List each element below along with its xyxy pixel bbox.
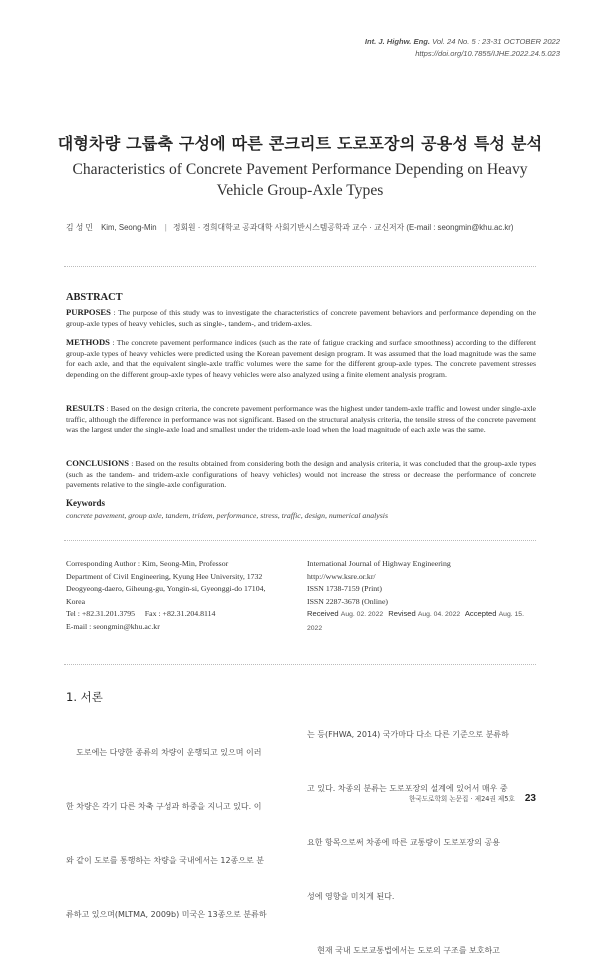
body-line: 도로에는 다양한 종류의 차량이 운행되고 있으며 이러	[66, 748, 262, 757]
section-heading: 1. 서론	[66, 690, 103, 704]
author-affiliation: 정회원 · 경희대학교 공과대학 사회기반시스템공학과 교수 · 교신저자 (E-mail : seongmin@khu.ac.kr)	[172, 223, 514, 232]
keywords-heading: Keywords	[66, 498, 105, 508]
revised-date: Aug. 04. 2022	[417, 611, 461, 619]
footer-journal: 한국도로학회 논문집 · 제24권 제5호	[409, 795, 515, 803]
results-text: : Based on the design criteria, the concrete pavement performance was the highest under tandem-axle traffic and lowest under single-axle traffic, although the difference in performance was not significant. Based on the structural analysis criteria, the tensile stress of the concrete pavement was the largest under the single-axle load and smallest under the tridem-axle load when the load magnitude of each axle was the same.	[66, 404, 536, 435]
journal-info-line: International Journal of Highway Engineering	[307, 559, 451, 568]
body-line: 현재 국내 도로교통법에서는 도로의 구조를 보호하고	[307, 946, 500, 955]
corresponding-line: Korea	[66, 596, 86, 606]
body-line: 성에 영향을 미치게 된다.	[307, 892, 395, 901]
doi-link[interactable]: https://doi.org/10.7855/IJHE.2022.24.5.023	[415, 49, 560, 58]
body-line: 한 차량은 각기 다른 차축 구성과 하중을 지니고 있다. 이	[66, 802, 262, 811]
abstract-heading: ABSTRACT	[66, 292, 123, 303]
accepted-label: Accepted	[464, 609, 497, 619]
conclusions-text: : Based on the results obtained from considering both the design and analysis criteria, it was concluded that the group-axle types (such as the tandem- and tridem-axle configurations of heavy vehicles) would not increase the stress or decrease the performance of concrete pavements relative to the single-axle configuration.	[66, 459, 536, 490]
author-name-korean: 김 성 민	[66, 223, 93, 232]
revised-label: Revised	[388, 609, 416, 619]
body-line: 고 있다. 차종의 분류는 도로포장의 설계에 있어서 매우 중	[307, 784, 508, 793]
received-label: Received	[307, 609, 339, 619]
journal-info-line: ISSN 1738-7159 (Print)	[307, 584, 382, 594]
journal-header	[365, 36, 560, 60]
corresponding-phone: Tel : +82.31.201.3795 Fax : +82.31.204.8114	[66, 609, 216, 619]
corresponding-line: Department of Civil Engineering, Kyung Hee University, 1732	[66, 571, 263, 581]
abstract-purposes	[66, 307, 536, 329]
results-label: RESULTS	[66, 403, 105, 413]
page-footer	[380, 788, 536, 806]
journal-info-line: ISSN 2287-3678 (Online)	[307, 596, 388, 606]
author-name-english: Kim, Seong-Min	[101, 223, 157, 232]
divider	[64, 664, 536, 665]
purposes-text: : The purpose of this study was to investigate the characteristics of concrete pavement behaviors and performance depending on the group-axle types of heavy vehicles, such as single-, tandem-, and tridem-axles.	[66, 308, 536, 328]
abstract-methods	[66, 337, 536, 380]
body-line: 요한 항목으로써 차종에 따른 교통량이 도로포장의 공용	[307, 838, 500, 847]
paper-title-english: Characteristics of Concrete Pavement Performance Depending on Heavy Vehicle Group-Axle Types	[72, 161, 528, 199]
corresponding-author-block	[66, 558, 296, 634]
methods-text: : The concrete pavement performance indices (such as the rate of fatigue cracking and surface smoothness) according to the different group-axle types of heavy vehicles were predicted using the Korean pavement design program. It was assumed that the load magnitude was the same for each axle, and that the equivalent single-axle traffic volumes were the same for the different group-axle types. The concrete pavement stresses depending on the different group-axle types of heavy vehicles were also analyzed using a finite element analysis program.	[66, 338, 536, 379]
body-line: 류하고 있으며(MLTMA, 2009b) 미국은 13종으로 분류하	[66, 910, 267, 919]
keywords-list: concrete pavement, group axle, tandem, tridem, performance, stress, traffic, design, numerical analysis	[66, 511, 388, 520]
corresponding-email[interactable]: E-mail : seongmin@khu.ac.kr	[66, 621, 160, 631]
dates-line	[307, 608, 537, 635]
corresponding-line: Deogyeong-daero, Giheung-gu, Yongin-si, Gyeonggi-do 17104,	[66, 584, 266, 594]
page-number: 23	[524, 793, 536, 804]
divider	[64, 266, 536, 267]
volume-issue: Vol. 24 No. 5 : 23-31 OCTOBER 2022	[432, 37, 560, 46]
divider	[64, 540, 536, 541]
abstract-conclusions	[66, 458, 536, 491]
body-line: 는 등(FHWA, 2014) 국가마다 다소 다른 기준으로 분류하	[307, 730, 509, 739]
body-left-column	[66, 708, 294, 942]
body-right-column	[307, 690, 535, 978]
corresponding-line: Corresponding Author : Kim, Seong-Min, Professor	[66, 559, 229, 568]
body-line: 와 같이 도로를 통행하는 차량을 국내에서는 12종으로 분	[66, 856, 264, 865]
journal-info-block	[307, 558, 537, 636]
abstract-results	[66, 403, 536, 436]
received-date: Aug. 02. 2022	[340, 611, 384, 619]
methods-label: METHODS	[66, 337, 110, 347]
journal-name: Int. J. Highw. Eng.	[364, 37, 430, 46]
author-line	[66, 222, 520, 233]
accepted-date: Aug. 15. 2022	[307, 611, 524, 632]
author-separator: |	[164, 223, 167, 232]
journal-url[interactable]: http://www.ksre.or.kr/	[307, 571, 376, 581]
conclusions-label: CONCLUSIONS	[66, 458, 130, 468]
purposes-label: PURPOSES	[66, 307, 111, 317]
paper-title-korean: 대형차량 그룹축 구성에 따른 콘크리트 도로포장의 공용성 특성 분석	[57, 134, 543, 153]
journal-citation	[365, 36, 560, 48]
